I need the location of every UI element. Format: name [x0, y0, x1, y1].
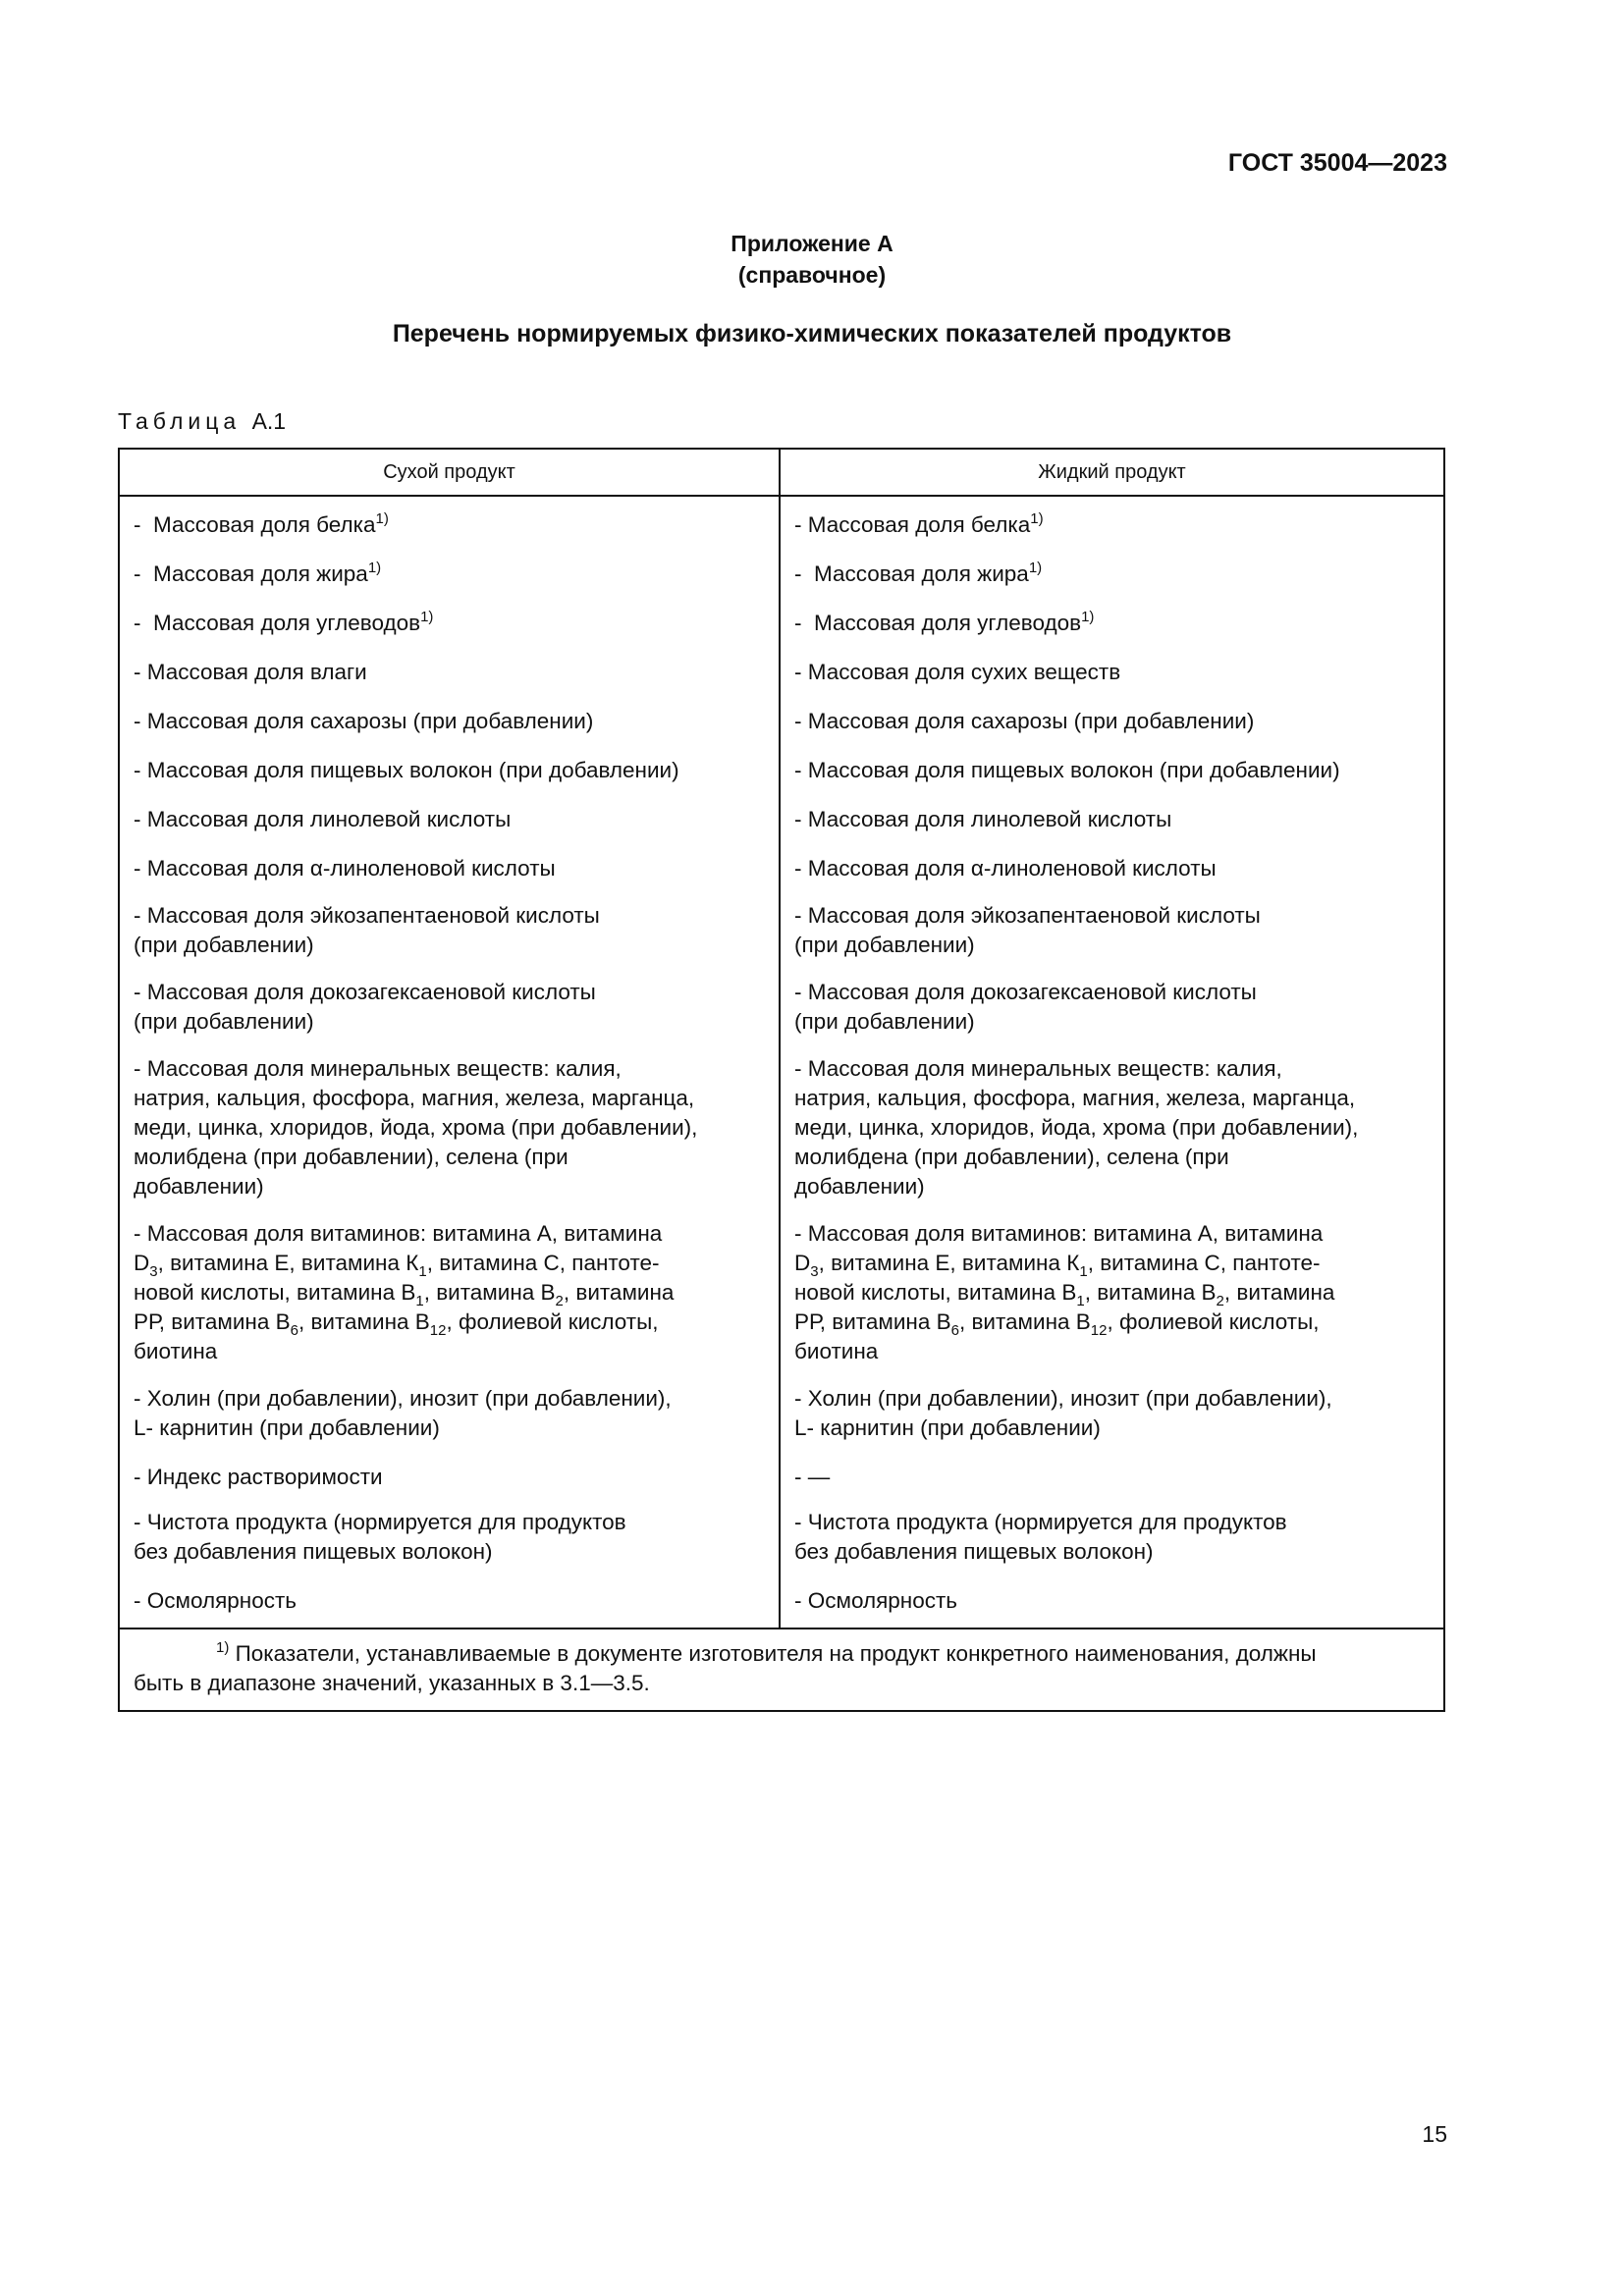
- page-number: 15: [1422, 2121, 1447, 2147]
- item-text-line: молибдена (при добавлении), селена (при: [794, 1145, 1229, 1169]
- page-title: Перечень нормируемых физико-химических показателей продуктов: [392, 320, 1232, 347]
- item-dash: -: [794, 903, 802, 928]
- annex-heading: [0, 228, 1624, 291]
- table-caption-number: А.1: [251, 408, 287, 434]
- item-text-line: новой кислоты, витамина $В_1$, витамина $В_2$, витамина: [794, 1280, 1335, 1309]
- table-header-row: [119, 449, 1444, 496]
- item-text: Массовая доля эйкозапентаеновой кислоты: [807, 903, 1261, 928]
- item-text-line: без добавления пищевых волокон): [794, 1539, 1154, 1564]
- list-item: [134, 1508, 769, 1567]
- item-text-line: РР, витамина $В_6$, витамина $В_{12}$, фолиевой кислоты,: [134, 1309, 659, 1339]
- item-text-line: добавлении): [134, 1174, 264, 1199]
- list-item: [134, 510, 769, 540]
- list-item: [134, 901, 769, 960]
- footnote-mark: 1): [216, 1639, 230, 1656]
- item-text: Массовая доля эйкозапентаеновой кислоты: [146, 903, 600, 928]
- list-item: [794, 901, 1434, 960]
- list-item: - Массовая доля пищевых волокон (при добавлении): [134, 758, 679, 782]
- item-text: Массовая доля белка: [807, 512, 1031, 537]
- item-text-line: без добавления пищевых волокон): [134, 1539, 493, 1564]
- list-item: [794, 1508, 1434, 1567]
- item-dash: -: [794, 611, 802, 635]
- header-liquid-product: Жидкий продукт: [780, 449, 1444, 496]
- item-text-line: L- карнитин (при добавлении): [794, 1415, 1101, 1440]
- list-item: - Массовая доля влаги: [134, 660, 367, 684]
- list-item: - Массовая доля α-линоленовой кислоты: [794, 856, 1217, 881]
- list-item: - Массовая доля пищевых волокон (при добавлении): [794, 758, 1340, 782]
- item-text: Массовая доля белка: [153, 512, 376, 537]
- list-item: - Осмолярность: [134, 1588, 298, 1613]
- item-dash: -: [794, 561, 802, 586]
- item-text-line: - Массовая доля витаминов: витамина А, витамина: [794, 1221, 1324, 1246]
- footnote-text-line: быть в диапазоне значений, указанных в 3.1—3.5.: [134, 1671, 650, 1695]
- item-text-line: молибдена (при добавлении), селена (при: [134, 1145, 568, 1169]
- liquid-product-column: [780, 496, 1444, 1629]
- footnote-ref: 1): [375, 510, 389, 527]
- table-row: [119, 496, 1444, 1629]
- item-dash: -: [134, 980, 141, 1004]
- item-text-line: меди, цинка, хлоридов, йода, хрома (при добавлении),: [134, 1115, 698, 1140]
- list-item: [794, 978, 1434, 1037]
- header-dry-product: Сухой продукт: [119, 449, 780, 496]
- item-text-line: натрия, кальция, фосфора, магния, железа, марганца,: [794, 1086, 1356, 1110]
- item-text-line: L- карнитин (при добавлении): [134, 1415, 440, 1440]
- item-text-line: (при добавлении): [134, 933, 314, 957]
- footnote-text: Показатели, устанавливаемые в документе изготовителя на продукт конкретного наименования, должны: [235, 1641, 1317, 1666]
- list-item: [794, 510, 1434, 540]
- list-item: [134, 1384, 769, 1443]
- item-text: Массовая доля докозагексаеновой кислоты: [146, 980, 596, 1004]
- item-dash: -: [134, 512, 141, 537]
- item-text-line: - Чистота продукта (нормируется для продуктов: [134, 1510, 626, 1534]
- item-text-line: биотина: [794, 1339, 879, 1363]
- footnote-ref: 1): [1028, 560, 1043, 576]
- item-text-line: новой кислоты, витамина $В_1$, витамина $В_2$, витамина: [134, 1280, 675, 1309]
- table-caption: [118, 408, 286, 435]
- item-text-line: (при добавлении): [794, 933, 975, 957]
- list-item: - Массовая доля сухих веществ: [794, 660, 1121, 684]
- item-text-line: (при добавлении): [794, 1009, 975, 1034]
- list-item: - Индекс растворимости: [134, 1465, 383, 1489]
- list-item: - —: [794, 1465, 831, 1489]
- standard-code: ГОСТ 35004—2023: [1227, 149, 1447, 177]
- list-item: [134, 609, 769, 638]
- item-text-line: (при добавлении): [134, 1009, 314, 1034]
- item-text-line: - Массовая доля витаминов: витамина А, витамина: [134, 1221, 663, 1246]
- list-item: [134, 1054, 769, 1201]
- list-item: [134, 978, 769, 1037]
- list-item: - Осмолярность: [794, 1588, 958, 1613]
- footnote-ref: 1): [1030, 510, 1044, 527]
- item-dash: -: [134, 903, 141, 928]
- item-text-line: РР, витамина $В_6$, витамина $В_{12}$, фолиевой кислоты,: [794, 1309, 1320, 1339]
- item-text-line: добавлении): [794, 1174, 925, 1199]
- item-text-line: биотина: [134, 1339, 218, 1363]
- item-text: Массовая доля жира: [153, 561, 368, 586]
- list-item: - Массовая доля α-линоленовой кислоты: [134, 856, 556, 881]
- footnote-ref: 1): [420, 609, 434, 625]
- list-item: - Массовая доля линолевой кислоты: [134, 807, 512, 831]
- item-text: Массовая доля углеводов: [153, 611, 421, 635]
- item-dash: -: [134, 561, 141, 586]
- list-item: [794, 1384, 1434, 1443]
- item-text-line: натрия, кальция, фосфора, магния, железа, марганца,: [134, 1086, 695, 1110]
- item-text: Массовая доля углеводов: [814, 611, 1082, 635]
- list-item: - Массовая доля сахарозы (при добавлении): [794, 709, 1255, 733]
- item-text-line: - Холин (при добавлении), инозит (при добавлении),: [134, 1386, 672, 1411]
- list-item: [794, 560, 1434, 589]
- list-item: [794, 1054, 1434, 1201]
- annex-title: Приложение А: [731, 231, 893, 256]
- footnote-ref: 1): [367, 560, 382, 576]
- annex-subtitle: (справочное): [737, 262, 887, 288]
- indicators-table: [118, 448, 1445, 1712]
- item-text-line: - Массовая доля минеральных веществ: калия,: [794, 1056, 1282, 1081]
- item-text: Массовая доля жира: [814, 561, 1029, 586]
- item-dash: -: [794, 980, 802, 1004]
- list-item: [794, 609, 1434, 638]
- item-dash: -: [134, 611, 141, 635]
- list-item: - Массовая доля сахарозы (при добавлении): [134, 709, 594, 733]
- footnote-row: [119, 1629, 1444, 1711]
- list-item: - Массовая доля линолевой кислоты: [794, 807, 1172, 831]
- item-text-line: - Холин (при добавлении), инозит (при добавлении),: [794, 1386, 1332, 1411]
- item-text: Массовая доля докозагексаеновой кислоты: [807, 980, 1257, 1004]
- list-item: [134, 1219, 769, 1366]
- table-footnote: [119, 1629, 1444, 1711]
- item-dash: -: [794, 512, 802, 537]
- table-caption-prefix: Таблица: [118, 408, 242, 434]
- item-text-line: $D_3$, витамина Е, витамина $К_1$, витамина С, пантоте-: [794, 1251, 1321, 1280]
- footnote-ref: 1): [1081, 609, 1095, 625]
- list-item: [794, 1219, 1434, 1366]
- dry-product-column: [119, 496, 780, 1629]
- item-text-line: - Чистота продукта (нормируется для продуктов: [794, 1510, 1287, 1534]
- list-item: [134, 560, 769, 589]
- item-text-line: - Массовая доля минеральных веществ: калия,: [134, 1056, 622, 1081]
- item-text-line: меди, цинка, хлоридов, йода, хрома (при добавлении),: [794, 1115, 1359, 1140]
- item-text-line: $D_3$, витамина Е, витамина $К_1$, витамина С, пантоте-: [134, 1251, 660, 1280]
